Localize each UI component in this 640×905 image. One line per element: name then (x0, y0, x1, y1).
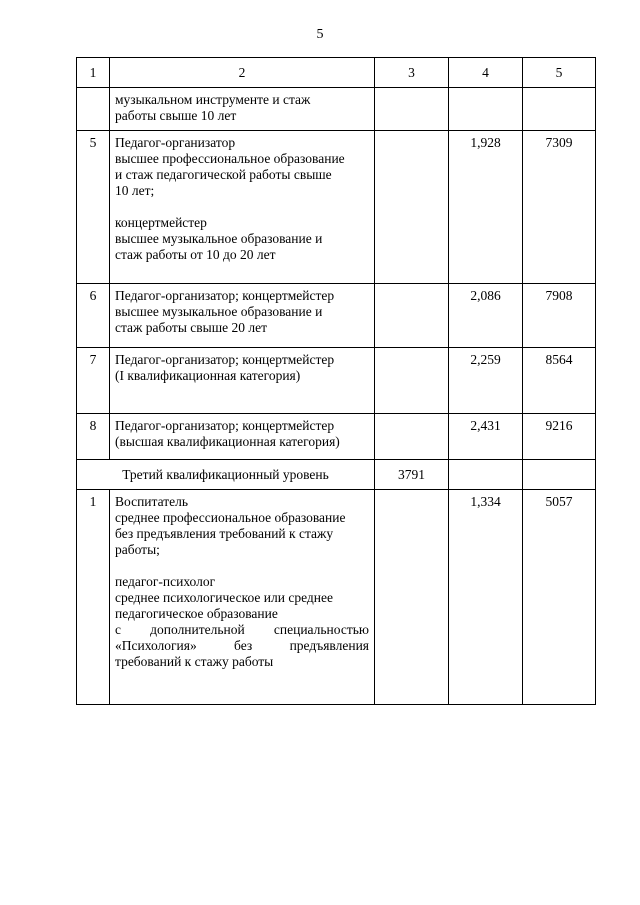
position-description (110, 348, 375, 414)
description-line: концертмейстер (115, 215, 207, 230)
qualification-level-value: 3791 (375, 460, 449, 490)
position-description (110, 88, 375, 131)
table-row (77, 490, 596, 705)
cell-coefficient (449, 88, 523, 131)
description-line: 10 лет; (115, 183, 155, 198)
description-line: педагог-психолог (115, 574, 216, 589)
description-line: (высшая квалификационная категория) (115, 434, 340, 449)
position-description (110, 414, 375, 460)
qualification-level-row (77, 460, 596, 490)
table-row (77, 88, 596, 131)
description-line: высшее профессиональное образование (115, 151, 345, 166)
line-gap (115, 558, 369, 574)
column-header: 1 (77, 58, 110, 88)
description-line: требований к стажу работы (115, 654, 274, 669)
description-line: Педагог-организатор; концертмейстер (115, 288, 335, 303)
table-row (77, 348, 596, 414)
salary-table (76, 57, 596, 705)
cell-col3 (375, 348, 449, 414)
page-number: 5 (316, 27, 324, 42)
cell-coefficient (449, 460, 523, 490)
cell-coefficient: 2,259 (449, 348, 523, 414)
description-line: высшее музыкальное образование и (115, 231, 323, 246)
cell-coefficient: 2,086 (449, 284, 523, 348)
description-line: с дополнительной специальностью (115, 622, 369, 637)
description-line: без предъявления требований к стажу (115, 526, 334, 541)
cell-coefficient: 1,334 (449, 490, 523, 705)
cell-col3 (375, 131, 449, 284)
column-header: 4 (449, 58, 523, 88)
cell-col3 (375, 490, 449, 705)
row-number (77, 88, 110, 131)
row-number: 5 (77, 131, 110, 284)
description-line: и стаж педагогической работы свыше (115, 167, 332, 182)
description-line: Педагог-организатор (115, 135, 236, 150)
qualification-level-label: Третий квалификационный уровень (77, 460, 375, 490)
description-line: высшее музыкальное образование и (115, 304, 323, 319)
row-number: 1 (77, 490, 110, 705)
line-gap (115, 199, 369, 215)
description-line: Педагог-организатор; концертмейстер (115, 418, 335, 433)
cell-salary: 5057 (523, 490, 596, 705)
description-line: музыкальном инструменте и стаж (115, 92, 311, 107)
description-line: работы свыше 10 лет (115, 108, 237, 123)
column-header: 2 (110, 58, 375, 88)
row-number: 6 (77, 284, 110, 348)
column-header: 5 (523, 58, 596, 88)
position-description (110, 490, 375, 705)
table-row (77, 131, 596, 284)
description-line: Воспитатель (115, 494, 189, 509)
cell-salary: 7908 (523, 284, 596, 348)
description-line: работы; (115, 542, 160, 557)
description-line: стаж работы свыше 20 лет (115, 320, 267, 335)
description-line: педагогическое образование (115, 606, 278, 621)
position-description (110, 284, 375, 348)
cell-col3 (375, 88, 449, 131)
cell-coefficient: 1,928 (449, 131, 523, 284)
description-line: среднее профессиональное образование (115, 510, 346, 525)
table-row (77, 284, 596, 348)
column-header: 3 (375, 58, 449, 88)
description-line: «Психология» без предъявления (115, 638, 369, 653)
table-row (77, 414, 596, 460)
description-line: Педагог-организатор; концертмейстер (115, 352, 335, 367)
cell-col3 (375, 284, 449, 348)
cell-salary: 9216 (523, 414, 596, 460)
row-number: 8 (77, 414, 110, 460)
position-description (110, 131, 375, 284)
description-line: среднее психологическое или среднее (115, 590, 333, 605)
row-number: 7 (77, 348, 110, 414)
description-line: стаж работы от 10 до 20 лет (115, 247, 276, 262)
cell-salary: 8564 (523, 348, 596, 414)
cell-coefficient: 2,431 (449, 414, 523, 460)
cell-col3 (375, 414, 449, 460)
description-line: (I квалификационная категория) (115, 368, 301, 383)
table-header-row (77, 58, 596, 88)
cell-salary: 7309 (523, 131, 596, 284)
cell-salary (523, 88, 596, 131)
cell-salary (523, 460, 596, 490)
